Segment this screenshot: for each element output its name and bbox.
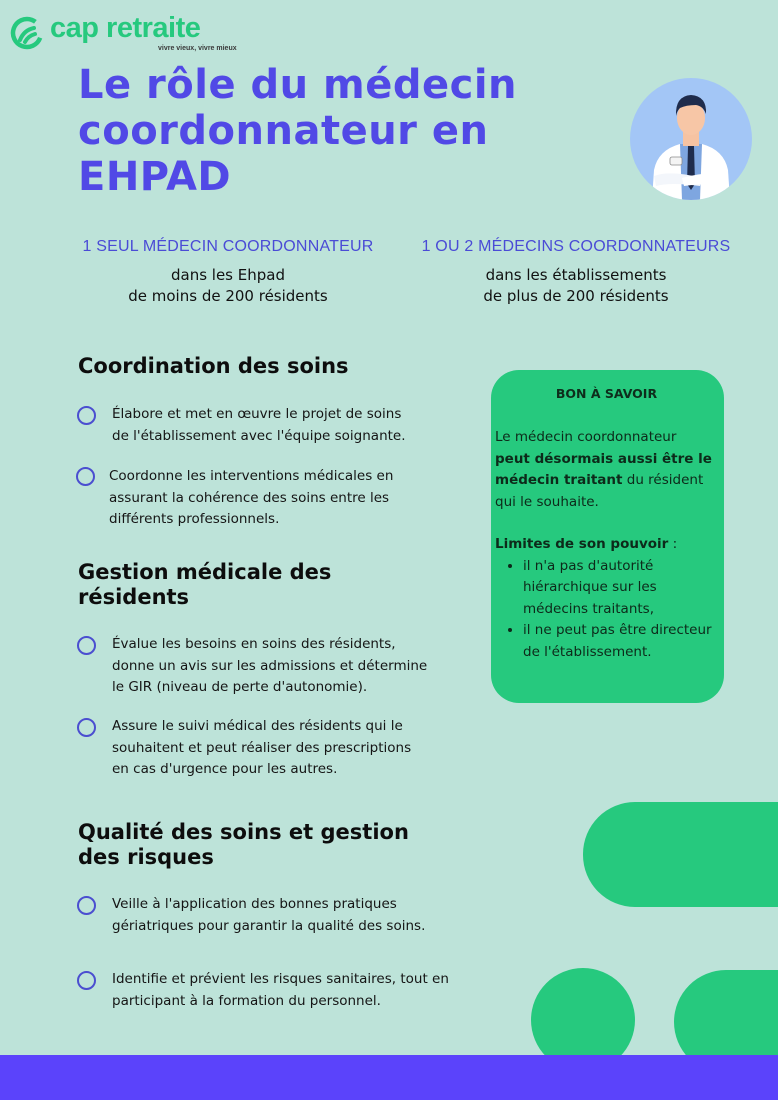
text-line: de l'établissement avec l'équipe soignante. [112,427,406,444]
card-limits-heading [495,534,718,556]
text-emphasis: Limites de son pouvoir [495,536,669,552]
stat-line: dans les Ehpad [170,266,285,284]
stat-multiple-coordinators [410,238,742,307]
brand-name: cap retraite [50,12,201,44]
text-line: qui le souhaite. [495,493,599,510]
text-line: assurant la cohérence des soins entre les [109,489,390,506]
list-item [77,634,477,699]
section-title-coordination [78,354,498,379]
card-title: BON À SAVOIR [555,386,658,401]
stat-single-coordinator [68,238,388,307]
list-item: • il ne peut pas être directeur de l'établissement. [523,620,718,663]
text-line: Évalue les besoins en soins des résidents, [112,636,396,652]
section-title-medical-management [78,560,498,610]
stat-line: dans les établissements [485,266,667,284]
card-limits-list [495,556,718,664]
circle-bullet-icon [77,636,96,655]
text-line: gériatriques pour garantir la qualité des soins. [112,917,426,934]
circle-bullet-icon [76,467,95,486]
doctor-avatar [630,78,752,200]
text-emphasis: peut désormais aussi être le [495,450,712,467]
list-item [77,969,477,1012]
decorative-pill [583,802,778,907]
section-title-line: Gestion médicale des [78,560,332,584]
circle-bullet-icon [77,971,96,990]
text-line: différents professionnels. [109,511,280,527]
list-item [77,716,477,781]
text-emphasis: médecin traitant [495,472,623,488]
doctor-icon [630,78,752,200]
list-item-text [109,466,393,531]
list-item [77,404,477,447]
title-line: coordonnateur en [78,108,489,154]
title-line: Le rôle du médecin [78,62,518,108]
section-title-line: résidents [78,585,190,609]
section-title-line: Coordination des soins [78,354,349,378]
text-line: souhaitent et peut réaliser des prescriptions [112,739,412,756]
circle-bullet-icon [77,896,96,915]
stat-description [410,265,742,307]
good-to-know-card [491,370,724,703]
text-line: Veille à l'application des bonnes pratiques [112,896,397,912]
circle-bullet-icon [77,406,96,425]
footer-bar [0,1055,778,1100]
list-item [77,894,477,937]
title-line: EHPAD [78,154,232,200]
list-item [76,466,476,531]
list-item: • il n'a pas d'autorité hiérarchique sur les médecins traitants, [523,556,718,621]
list-item-text [112,894,425,937]
text-line: Coordonne les interventions médicales en [109,468,394,484]
brand-logo[interactable] [10,14,250,58]
stat-heading: 1 OU 2 MÉDECINS COORDONNATEURS [421,238,731,255]
stat-line: de moins de 200 résidents [128,287,328,305]
stat-line: de plus de 200 résidents [483,287,669,305]
card-intro [495,427,718,513]
circle-bullet-icon [77,718,96,737]
text-span: : [668,536,678,552]
stat-description [68,265,388,307]
section-title-line: des risques [78,845,214,869]
text-line: en cas d'urgence pour les autres. [112,761,338,777]
text-line: Identifie et prévient les risques sanitaires, tout en [112,971,449,987]
list-item-text [112,404,406,447]
stat-heading: 1 SEUL MÉDECIN COORDONNATEUR [82,238,374,255]
text-span: du résident [622,472,704,488]
list-item-text [112,634,427,699]
brand-tagline: vivre vieux, vivre mieux [158,45,237,52]
cap-retraite-logo-icon [10,16,44,50]
text-line: Élabore et met en œuvre le projet de soins [112,406,402,422]
list-item-text [112,716,411,781]
list-item-text [112,969,449,1012]
text-line: donne un avis sur les admissions et détermine [112,657,428,674]
section-title-line: Qualité des soins et gestion [78,820,409,844]
text-line: le GIR (niveau de perte d'autonomie). [112,679,368,695]
section-title-quality-risks [78,820,498,870]
text-line: participant à la formation du personnel. [112,992,381,1009]
page-title [78,62,618,200]
text-line: Le médecin coordonnateur [495,429,677,445]
text-line: Assure le suivi médical des résidents qui le [112,718,403,734]
